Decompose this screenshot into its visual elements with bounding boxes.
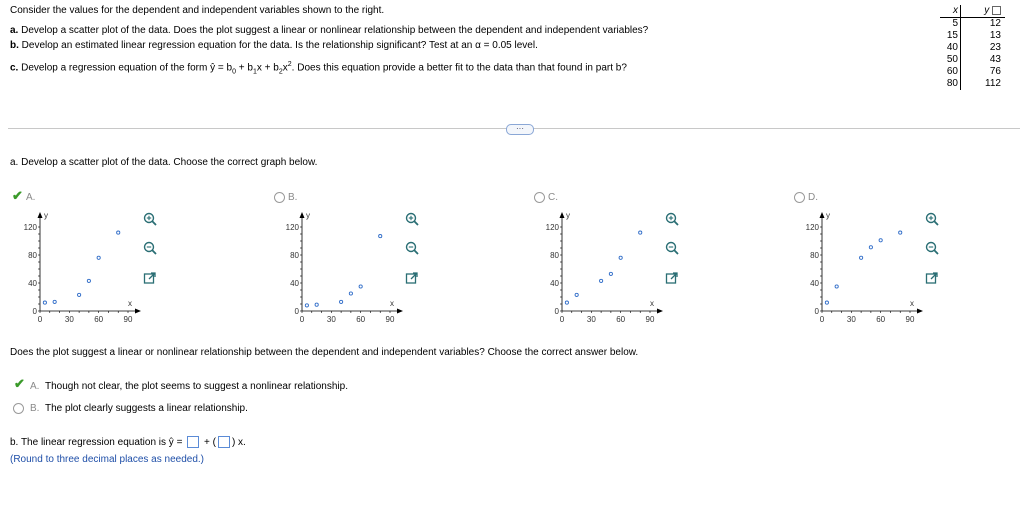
data-point — [379, 235, 382, 238]
x-tick-label: 30 — [846, 315, 856, 324]
data-point — [860, 256, 863, 259]
y-axis-arrow — [560, 212, 565, 218]
plus-sign: + — [203, 437, 210, 448]
x-tick-label: 0 — [37, 315, 43, 324]
y-axis-label: y — [44, 211, 48, 220]
x-axis-label: x — [910, 299, 914, 308]
x-axis-label: x — [128, 299, 132, 308]
data-point — [575, 293, 578, 296]
data-point — [879, 239, 882, 242]
question-part-b — [10, 39, 538, 52]
x-axis-arrow — [397, 309, 403, 314]
data-point — [97, 256, 100, 259]
data-point — [899, 231, 902, 234]
magnifier-glyph — [143, 212, 157, 226]
table-row — [940, 18, 1005, 31]
data-point — [349, 292, 352, 295]
y-tick-label: 120 — [285, 223, 299, 232]
table-cell-x: 60 — [940, 66, 961, 78]
correct-check-icon: ✔ — [12, 188, 23, 203]
data-point — [315, 303, 318, 306]
slope-input[interactable] — [218, 436, 230, 448]
x-tick-label: 90 — [385, 315, 395, 324]
x-tick-label: 30 — [326, 315, 336, 324]
x-axis-label: x — [390, 299, 394, 308]
table-row — [940, 54, 1005, 66]
magnifier-glyph — [405, 212, 419, 226]
table-cell-y: 13 — [989, 30, 1001, 41]
table-row — [940, 66, 1005, 78]
relationship-prompt: Does the plot suggest a linear or nonlinear relationship between the dependent and independent variables? Choose the correct answer below. — [10, 347, 639, 358]
y-tick-label: 80 — [810, 251, 819, 260]
table-row — [940, 78, 1005, 90]
y-header-label: y — [984, 5, 990, 16]
magnifier-glyph — [143, 241, 157, 255]
x-tick-label: 0 — [819, 315, 825, 324]
table-cell-y: 76 — [989, 66, 1001, 77]
y-tick-label: 120 — [545, 223, 559, 232]
zoom-in-icon[interactable] — [405, 212, 419, 226]
part-c-text-2: Does this equation provide a better fit to the data than that found in part b? — [297, 62, 627, 74]
y-tick-label: 0 — [814, 307, 819, 316]
intercept-input[interactable] — [187, 436, 199, 448]
popout-glyph — [925, 271, 939, 285]
x-tick-label: 60 — [356, 315, 366, 324]
y-tick-label: 40 — [810, 279, 819, 288]
option-letter[interactable]: D. — [808, 192, 818, 203]
rounding-note: (Round to three decimal places as needed.) — [10, 454, 205, 465]
option-text: Though not clear, the plot seems to suggest a nonlinear relationship. — [45, 381, 348, 392]
data-point — [639, 231, 642, 234]
x-axis-arrow — [135, 309, 141, 314]
table-cell-x: 15 — [940, 30, 961, 42]
y-tick-label: 0 — [32, 307, 37, 316]
table-cell-x: 50 — [940, 54, 961, 66]
option-letter: B. — [30, 403, 40, 414]
table-cell-y: 23 — [989, 42, 1001, 53]
y-tick-label: 120 — [23, 223, 37, 232]
relationship-option-a[interactable] — [30, 380, 348, 393]
option-radio[interactable] — [794, 192, 805, 203]
x-axis-label: x — [650, 299, 654, 308]
data-point — [835, 285, 838, 288]
option-letter[interactable]: B. — [288, 192, 298, 203]
data-point — [78, 293, 81, 296]
scatter-graph — [276, 208, 395, 324]
y-tick-label: 0 — [294, 307, 299, 316]
y-axis-arrow — [820, 212, 825, 218]
y-axis-label: y — [566, 211, 570, 220]
zoom-in-icon[interactable] — [925, 212, 939, 226]
x-header: x — [940, 5, 961, 18]
scatter-graph — [796, 208, 915, 324]
zoom-in-icon[interactable] — [665, 212, 679, 226]
popout-icon[interactable] — [143, 271, 157, 285]
y-axis-arrow — [300, 212, 305, 218]
zoom-out-icon[interactable] — [925, 241, 939, 255]
popout-glyph — [405, 271, 419, 285]
scatter-graph — [14, 208, 133, 324]
question-part-a — [10, 24, 648, 37]
part-b-equation: b. The linear regression equation is ŷ = + ( ) x. — [10, 437, 246, 448]
correct-check-icon: ✔ — [14, 376, 25, 391]
option-radio[interactable] — [534, 192, 545, 203]
popout-glyph — [665, 271, 679, 285]
popout-glyph — [143, 271, 157, 285]
option-letter[interactable]: A. — [26, 192, 36, 203]
part-c-text-1: Develop a regression equation of the form ŷ = b — [21, 62, 233, 74]
data-point — [619, 256, 622, 259]
y-tick-label: 80 — [290, 251, 299, 260]
part-c-label: c. — [10, 62, 19, 74]
popout-icon[interactable] — [665, 271, 679, 285]
question-intro: Consider the values for the dependent and independent variables shown to the right. — [10, 5, 385, 16]
x-axis-arrow — [657, 309, 663, 314]
table-row — [940, 30, 1005, 42]
data-point — [600, 279, 603, 282]
question-part-c: c. Develop a regression equation of the form ŷ = $b_0 + b_1x + b_2x^2$. Does this equation provide a better fit to the data than that found in part b? — [10, 61, 627, 76]
y-header — [961, 5, 1006, 18]
popout-icon[interactable] — [405, 271, 419, 285]
x-tick-label: 0 — [299, 315, 305, 324]
y-axis-arrow — [38, 212, 43, 218]
table-cell-x: 40 — [940, 42, 961, 54]
x-tick-label: 60 — [616, 315, 626, 324]
y-tick-label: 40 — [28, 279, 37, 288]
part-a-prompt: a. Develop a scatter plot of the data. Choose the correct graph below. — [10, 157, 318, 168]
data-point — [825, 301, 828, 304]
scatter-graph — [536, 208, 655, 324]
option-letter: A. — [30, 381, 40, 392]
option-letter[interactable]: C. — [548, 192, 558, 203]
magnifier-glyph — [925, 241, 939, 255]
x-tick-label: 90 — [905, 315, 915, 324]
data-point — [609, 272, 612, 275]
magnifier-glyph — [405, 241, 419, 255]
x-tick-label: 30 — [64, 315, 74, 324]
x-tick-label: 0 — [559, 315, 565, 324]
data-point — [117, 231, 120, 234]
x-tick-label: 60 — [94, 315, 104, 324]
relationship-radio-b[interactable] — [13, 403, 24, 414]
data-point — [87, 279, 90, 282]
table-cell-y: 112 — [985, 78, 1001, 89]
data-point — [359, 285, 362, 288]
y-axis-label: y — [826, 211, 830, 220]
data-point — [305, 304, 308, 307]
table-row — [940, 42, 1005, 54]
y-tick-label: 40 — [550, 279, 559, 288]
data-table — [940, 5, 1005, 90]
option-radio[interactable] — [274, 192, 285, 203]
data-point — [565, 301, 568, 304]
x-tick-label: 90 — [645, 315, 655, 324]
x-tick-label: 90 — [123, 315, 133, 324]
magnifier-glyph — [665, 241, 679, 255]
y-tick-label: 40 — [290, 279, 299, 288]
part-b-text: b. The linear regression equation is ŷ = — [10, 437, 183, 448]
zoom-out-icon[interactable] — [405, 241, 419, 255]
popout-icon[interactable] — [925, 271, 939, 285]
y-tick-label: 80 — [550, 251, 559, 260]
y-tick-label: 80 — [28, 251, 37, 260]
data-point — [53, 300, 56, 303]
table-cell-y: 43 — [989, 54, 1001, 65]
zoom-out-icon[interactable] — [665, 241, 679, 255]
part-a-text: Develop a scatter plot of the data. Does the plot suggest a linear or nonlinear relationship between the dependent and independent variables? — [21, 25, 649, 36]
copy-icon[interactable] — [992, 6, 1001, 15]
zoom-out-icon[interactable] — [143, 241, 157, 255]
x-suffix: x. — [238, 437, 246, 448]
table-cell-y: 12 — [989, 18, 1001, 29]
part-a-label: a. — [10, 25, 19, 36]
x-axis-arrow — [917, 309, 923, 314]
y-tick-label: 0 — [554, 307, 559, 316]
magnifier-glyph — [665, 212, 679, 226]
part-b-label: b. — [10, 40, 19, 51]
y-axis-label: y — [306, 211, 310, 220]
table-cell-x: 5 — [940, 18, 961, 31]
magnifier-glyph — [925, 212, 939, 226]
y-tick-label: 120 — [805, 223, 819, 232]
more-button[interactable]: ··· — [506, 124, 534, 135]
data-point — [340, 300, 343, 303]
table-cell-x: 80 — [940, 78, 961, 90]
option-text: The plot clearly suggests a linear relationship. — [45, 403, 248, 414]
zoom-in-icon[interactable] — [143, 212, 157, 226]
x-tick-label: 30 — [586, 315, 596, 324]
part-b-text: Develop an estimated linear regression equation for the data. Is the relationship significant? Test at an α = 0.05 level. — [21, 40, 538, 51]
data-point — [869, 246, 872, 249]
relationship-option-b[interactable] — [30, 402, 248, 415]
x-tick-label: 60 — [876, 315, 886, 324]
data-point — [43, 301, 46, 304]
